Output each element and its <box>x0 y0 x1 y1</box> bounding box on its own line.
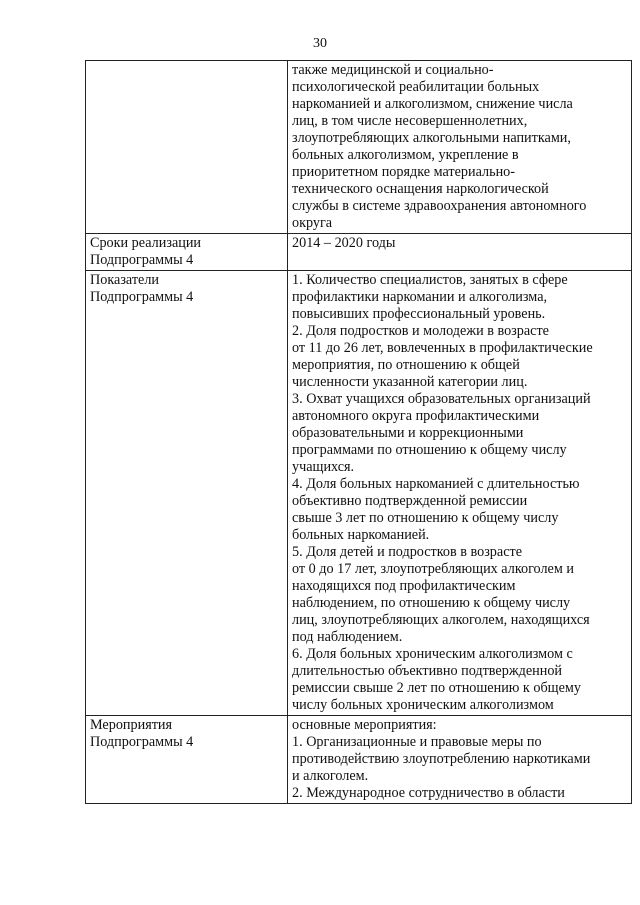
row-content-cell <box>288 234 632 271</box>
text-line: основные мероприятия: <box>292 717 437 733</box>
table-body <box>86 61 632 804</box>
text-line: числу больных хроническим алкоголизмом <box>292 697 554 713</box>
text-line: приоритетном порядке материально- <box>292 164 515 180</box>
text-line: численности указанной категории лиц. <box>292 374 528 390</box>
text-line: также медицинской и социально- <box>292 62 494 78</box>
row-label: Сроки реализации <box>90 235 202 251</box>
text-line: 2014 – 2020 годы <box>292 235 396 251</box>
row-content-cell <box>288 716 632 804</box>
text-line: лиц, злоупотребляющих алкоголем, находящихся <box>292 612 590 628</box>
text-line: повысивших профессиональный уровень. <box>292 306 546 322</box>
text-line: ремиссии свыше 2 лет по отношению к общему <box>292 680 581 696</box>
text-line: свыше 3 лет по отношению к общему числу <box>292 510 559 526</box>
row-label-cell <box>86 234 288 271</box>
table-row-goals-continued <box>86 61 632 234</box>
text-line: и алкоголем. <box>292 768 369 784</box>
text-line: 1. Количество специалистов, занятых в сфере <box>292 272 568 288</box>
text-line: мероприятия, по отношению к общей <box>292 357 520 373</box>
row-content-cell <box>288 61 632 234</box>
row-label: Подпрограммы 4 <box>90 289 194 305</box>
text-line: противодействию злоупотреблению наркотиками <box>292 751 591 767</box>
text-line: 4. Доля больных наркоманией с длительностью <box>292 476 580 492</box>
text-line: образовательными и коррекционными <box>292 425 524 441</box>
table-row-indicators <box>86 271 632 716</box>
row-content-cell <box>288 271 632 716</box>
row-label: Показатели <box>90 272 160 288</box>
text-line: программами по отношению к общему числу <box>292 442 567 458</box>
text-line: наркоманией и алкоголизмом, снижение числа <box>292 96 573 112</box>
text-line: больных наркоманией. <box>292 527 430 543</box>
text-line: злоупотребляющих алкогольными напитками, <box>292 130 571 146</box>
text-line: округа <box>292 215 333 231</box>
text-line: объективно подтвержденной ремиссии <box>292 493 528 509</box>
row-label-cell <box>86 61 288 234</box>
text-line: находящихся под профилактическим <box>292 578 516 594</box>
row-label: Подпрограммы 4 <box>90 734 194 750</box>
text-line: автономного округа профилактическими <box>292 408 540 424</box>
subprogram-passport-table <box>85 60 632 804</box>
text-line: учащихся. <box>292 459 355 475</box>
text-line: 1. Организационные и правовые меры по <box>292 734 542 750</box>
text-line: под наблюдением. <box>292 629 403 645</box>
text-line: от 11 до 26 лет, вовлеченных в профилактические <box>292 340 593 356</box>
text-line: 6. Доля больных хроническим алкоголизмом с <box>292 646 573 662</box>
text-line: профилактики наркомании и алкоголизма, <box>292 289 548 305</box>
page-number: 30 <box>313 36 327 51</box>
table-row-activities <box>86 716 632 804</box>
text-line: больных алкоголизмом, укрепление в <box>292 147 519 163</box>
text-line: лиц, в том числе несовершеннолетних, <box>292 113 528 129</box>
spacer <box>292 252 626 255</box>
text-line: 2. Международное сотрудничество в области <box>292 785 565 801</box>
row-label: Подпрограммы 4 <box>90 252 194 268</box>
row-label: Мероприятия <box>90 717 173 733</box>
row-label-cell <box>86 716 288 804</box>
text-line: психологической реабилитации больных <box>292 79 540 95</box>
text-line: службы в системе здравоохранения автономного <box>292 198 587 214</box>
text-line: длительностью объективно подтвержденной <box>292 663 563 679</box>
table-row-implementation-period <box>86 234 632 271</box>
text-line: наблюдением, по отношению к общему числу <box>292 595 571 611</box>
text-line: 3. Охват учащихся образовательных организаций <box>292 391 591 407</box>
text-line: от 0 до 17 лет, злоупотребляющих алкоголем и <box>292 561 574 577</box>
text-line: технического оснащения наркологической <box>292 181 549 197</box>
text-line: 2. Доля подростков и молодежи в возрасте <box>292 323 549 339</box>
text-line: 5. Доля детей и подростков в возрасте <box>292 544 522 560</box>
row-label-cell <box>86 271 288 716</box>
